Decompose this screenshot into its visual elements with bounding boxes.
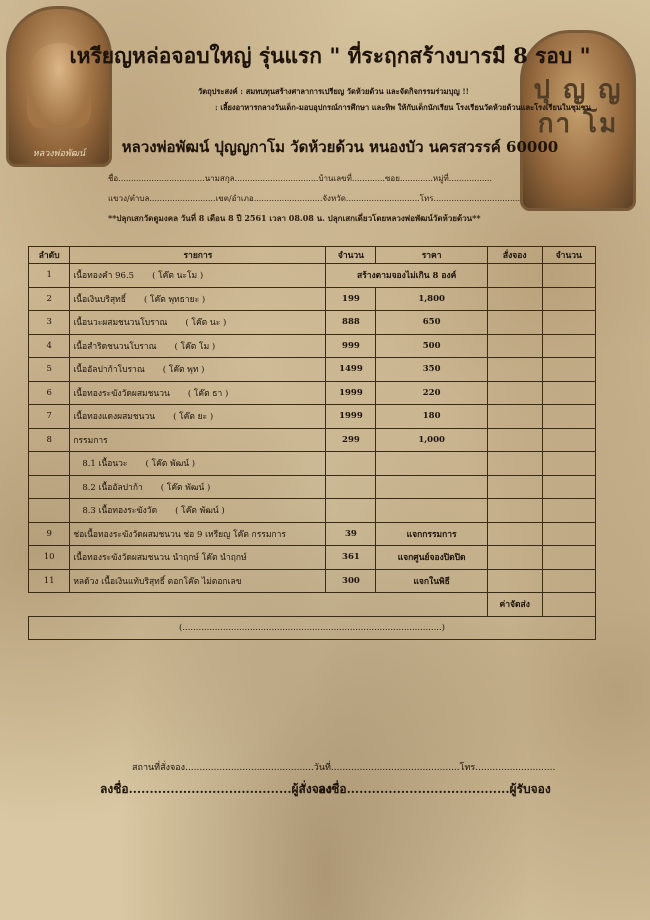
row-order-cell[interactable] (487, 311, 542, 335)
orderer-signature[interactable]: ลงชื่อ.......................................ผู้สั่งจอง (100, 782, 332, 796)
row-item-code: ( โค๊ต พุท ) (162, 365, 205, 376)
row-item (70, 522, 326, 546)
row-qty: 361 (326, 546, 376, 570)
row-price: 350 (376, 358, 488, 382)
row-order-cell[interactable] (487, 569, 542, 593)
table-row (29, 311, 596, 335)
row-order-cell[interactable] (487, 405, 542, 429)
row-item (70, 358, 326, 382)
row-item (70, 381, 326, 405)
row-price: แจกกรรมการ (376, 522, 488, 546)
form-address-line[interactable]: ชื่อ..................................นามสกุล.................................บ้านเลขที่.............ซอย.............หมู่ที่................. (108, 174, 492, 183)
row-no: 9 (29, 522, 70, 546)
row-price (376, 499, 488, 523)
row-price: แจกในพิธี (376, 569, 488, 593)
row-item (70, 499, 326, 523)
row-item-code: ( โค๊ต นะโม ) (152, 271, 204, 282)
row-item-name: เนื้อทองระฆังวัดผสมชนวน (73, 388, 170, 399)
row-no (29, 499, 70, 523)
row-item (70, 428, 326, 452)
row-no: 10 (29, 546, 70, 570)
row-qty (326, 452, 376, 476)
row-item-code: ( โค๊ต พัฒน์ ) (160, 482, 211, 493)
row-order-cell[interactable] (487, 287, 542, 311)
remark-row (29, 616, 596, 640)
row-item-name: ช่อเนื้อทองระฆังวัดผสมชนวน ช่อ 9 เหรียญ โค๊ต กรรมการ (73, 529, 286, 540)
row-price: 220 (376, 381, 488, 405)
monk-heading: หลวงพ่อพัฒน์ ปุญญกาโม วัดห้วยด้วน หนองบัว นครสวรรค์ 60000 (121, 138, 559, 156)
table-row (29, 334, 596, 358)
row-price: 1,800 (376, 287, 488, 311)
row-item (70, 475, 326, 499)
row-qty: 999 (326, 334, 376, 358)
row-order-cell[interactable] (487, 452, 542, 476)
row-item-name: กรรมการ (73, 435, 108, 446)
amulet-back-text: ปุ ญ ญ กา โม (533, 75, 623, 139)
row-price (376, 475, 488, 499)
row-item-code: ( โค๊ต ธา ) (187, 388, 229, 399)
row-order-cell[interactable] (487, 522, 542, 546)
row-item-name: 8.3 เนื้อทองระฆังวัด (82, 506, 158, 517)
shipping-amount-cell[interactable] (542, 593, 595, 617)
row-order-cell[interactable] (487, 499, 542, 523)
row-item-code: ( โค๊ต พัฒน์ ) (145, 459, 196, 470)
row-price: 1,000 (376, 428, 488, 452)
table-header-row (29, 247, 596, 264)
row-item-name: หลด้วง เนื้อเงินแท้บริสุทธิ์ ตอกโค๊ต ไม่ตอกเลข (73, 576, 242, 587)
row-no: 3 (29, 311, 70, 335)
row-amount-cell[interactable] (542, 546, 595, 570)
header-item: รายการ (70, 247, 326, 264)
row-order-cell[interactable] (487, 381, 542, 405)
row-item-name: เนื้ออัลปาก้าโบราณ (73, 365, 145, 376)
header-qty: จำนวน (326, 247, 376, 264)
row-item-code: ( โค๊ต ยะ ) (173, 412, 214, 423)
row-item (70, 405, 326, 429)
row-item-code: ( โค๊ต พัฒน์ ) (175, 506, 225, 517)
row-note: สร้างตามจองไม่เกิน 8 องค์ (326, 264, 487, 288)
row-price: 180 (376, 405, 488, 429)
table-row (29, 452, 596, 476)
row-item (70, 546, 326, 570)
row-amount-cell[interactable] (542, 381, 595, 405)
shipping-label: ค่าจัดส่ง (487, 593, 542, 617)
row-amount-cell[interactable] (542, 475, 595, 499)
header-price: ราคา (376, 247, 488, 264)
row-no: 7 (29, 405, 70, 429)
table-row (29, 264, 596, 288)
row-qty: 888 (326, 311, 376, 335)
row-amount-cell[interactable] (542, 358, 595, 382)
row-amount-cell[interactable] (542, 334, 595, 358)
row-amount-cell[interactable] (542, 405, 595, 429)
row-no (29, 475, 70, 499)
row-order-cell[interactable] (487, 358, 542, 382)
row-item-name: เนื้อสำริดชนวนโบราณ (73, 341, 157, 352)
row-item (70, 569, 326, 593)
row-amount-cell[interactable] (542, 264, 595, 288)
row-price: 650 (376, 311, 488, 335)
row-item-code: ( โค๊ต โม ) (174, 341, 216, 352)
row-no (29, 452, 70, 476)
row-no: 6 (29, 381, 70, 405)
order-table (28, 246, 596, 640)
row-amount-cell[interactable] (542, 311, 595, 335)
ritual-note: **ปลุกเสกวัดตูมงคล วันที่ 8 เดือน 8 ปี 2561 เวลา 08.08 น. ปลุกเสกเดี่ยวโดยหลวงพ่อพัฒน์วัดห้วยด้วน** (108, 213, 481, 223)
header-no: ลำดับ (29, 247, 70, 264)
row-qty: 300 (326, 569, 376, 593)
row-no: 11 (29, 569, 70, 593)
row-item (70, 287, 326, 311)
row-no: 2 (29, 287, 70, 311)
row-order-cell[interactable] (487, 475, 542, 499)
row-item (70, 334, 326, 358)
header-order: สั่งจอง (487, 247, 542, 264)
row-item (70, 264, 326, 288)
row-item-code: ( โค๊ต พุทธายะ ) (143, 294, 206, 305)
table-row (29, 475, 596, 499)
form-district-line[interactable]: แขวง/ตำบล..........................เขต/อำเภอ...........................จังหวัด.............................โทร.................................. (108, 194, 520, 203)
row-no: 8 (29, 428, 70, 452)
row-item (70, 452, 326, 476)
row-qty: 299 (326, 428, 376, 452)
row-qty (326, 499, 376, 523)
row-price (376, 452, 488, 476)
table-row (29, 358, 596, 382)
table-row (29, 522, 596, 546)
row-no: 5 (29, 358, 70, 382)
row-amount-cell[interactable] (542, 499, 595, 523)
page-title: เหรียญหล่อจอบใหญ่ รุ่นแรก " ที่ระฤกสร้างบารมี 8 รอบ " (69, 43, 591, 68)
table-row (29, 287, 596, 311)
table-row (29, 428, 596, 452)
row-order-cell[interactable] (487, 428, 542, 452)
row-item (70, 311, 326, 335)
receiver-signature[interactable]: ลงชื่อ.......................................ผู้รับจอง (318, 782, 551, 796)
row-amount-cell[interactable] (542, 569, 595, 593)
row-qty: 199 (326, 287, 376, 311)
row-item-name: เนื้อนวะผสมชนวนโบราณ (73, 318, 168, 329)
table-row (29, 381, 596, 405)
row-order-cell[interactable] (487, 264, 542, 288)
row-amount-cell[interactable] (542, 428, 595, 452)
purpose-line-1: วัตถุประสงค์ : สมทบทุนสร้างศาลาการเปรียญ วัดห้วยด้วน และจัดกิจกรรมร่วมบุญ !! (198, 87, 469, 96)
row-amount-cell[interactable] (542, 452, 595, 476)
table-row (29, 499, 596, 523)
header-amount: จำนวน (542, 247, 595, 264)
row-item-name: เนื้อเงินบริสุทธิ์ (73, 294, 126, 305)
row-qty: 1499 (326, 358, 376, 382)
row-amount-cell[interactable] (542, 287, 595, 311)
table-row (29, 405, 596, 429)
row-item-name: เนื้อทองคำ 96.5 (73, 271, 135, 282)
row-item-code: ( โค๊ต นะ ) (185, 318, 227, 329)
row-price: แจกศูนย์จองปิดปิด (376, 546, 488, 570)
order-place-line[interactable]: สถานที่สั่งจอง.............................................วันที่.............................................โทร............................ (132, 763, 556, 773)
row-price: 500 (376, 334, 488, 358)
row-qty: 1999 (326, 405, 376, 429)
row-item-name: 8.2 เนื้ออัลปาก้า (82, 482, 143, 493)
row-no: 1 (29, 264, 70, 288)
row-no: 4 (29, 334, 70, 358)
row-item-name: เนื้อทองระฆังวัดผสมชนวน นำฤกษ์ โค๊ต นำฤกษ์ (73, 553, 247, 564)
table-row (29, 546, 596, 570)
purpose-line-2: : เลี้ยงอาหารกลางวันเด็ก-มอบอุปกรณ์การศึกษา และทิพ ให้กับเด็กนักเรียน โรงเรียนวัดห้วยด้วนและโรงเรียนในชุมชน (215, 103, 592, 112)
row-qty: 39 (326, 522, 376, 546)
amulet-front-caption: หลวงพ่อพัฒน์ (32, 149, 86, 159)
row-qty (326, 475, 376, 499)
row-item-name: 8.1 เนื้อนวะ (82, 459, 128, 470)
row-order-cell[interactable] (487, 546, 542, 570)
row-order-cell[interactable] (487, 334, 542, 358)
shipping-row (29, 593, 596, 617)
row-amount-cell[interactable] (542, 522, 595, 546)
row-item-name: เนื้อทองแดงผสมชนวน (73, 412, 156, 423)
table-row (29, 569, 596, 593)
row-qty: 1999 (326, 381, 376, 405)
remark-line[interactable]: (................................................................................................) (29, 616, 596, 640)
